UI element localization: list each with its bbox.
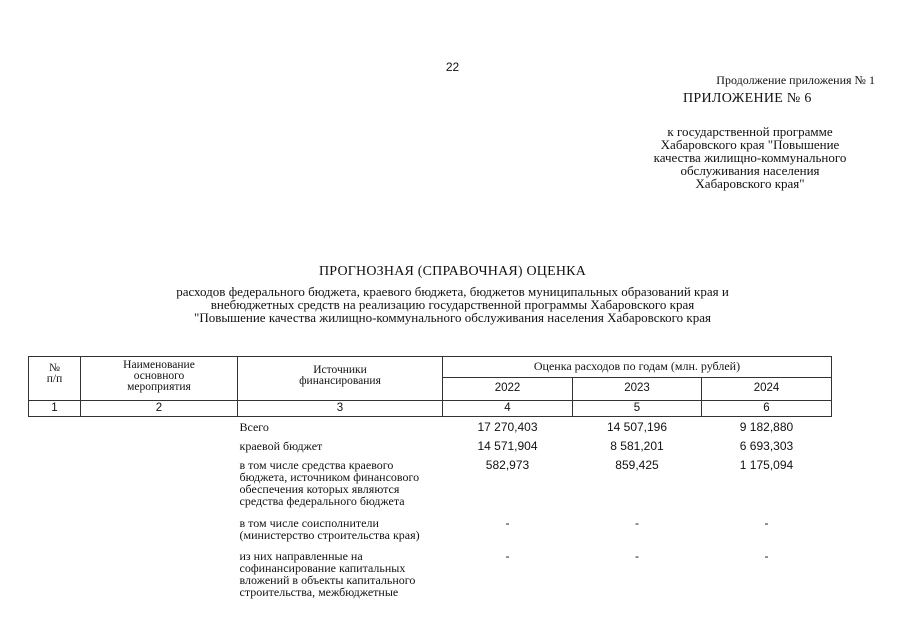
row-value-2022: 14 571,904 <box>477 438 538 453</box>
row-value-2023: 14 507,196 <box>606 420 668 434</box>
row-source-line: из них направленные на <box>239 548 363 563</box>
row-value-2023: 859,425 <box>615 457 659 472</box>
table-row <box>29 436 832 455</box>
row-source-line: бюджета, источником финансового <box>239 469 420 484</box>
document-subtitle-line: внебюджетных средств на реализацию государственной программы Хабаровского края <box>210 297 695 312</box>
row-num-cell <box>29 436 81 455</box>
program-reference-line: к государственной программе <box>667 124 833 139</box>
column-number: 6 <box>702 401 832 417</box>
row-num-cell <box>29 417 81 436</box>
table-row <box>29 546 832 604</box>
continuation-note: Продолжение приложения № 1 <box>716 73 875 87</box>
header-sources <box>238 357 443 401</box>
row-value-2023: - <box>635 548 639 563</box>
row-value-2024: 1 175,094 <box>739 457 794 472</box>
table-row <box>29 417 832 436</box>
program-reference-line: Хабаровского края" <box>695 176 805 191</box>
header-year-2022: 2022 <box>443 378 573 401</box>
header-estimate-group: Оценка расходов по годам (млн. рублей) <box>443 357 832 378</box>
header-year-2023: 2023 <box>573 378 702 401</box>
document-subtitle-line: расходов федерального бюджета, краевого бюджета, бюджетов муниципальных образований края и <box>176 284 729 299</box>
header-num-line: п/п <box>46 373 63 385</box>
document-title: ПРОГНОЗНАЯ (СПРАВОЧНАЯ) ОЦЕНКА <box>318 264 587 279</box>
row-source <box>238 417 443 436</box>
row-event-cell <box>81 455 238 513</box>
column-number: 2 <box>81 401 238 417</box>
program-reference-line: обслуживания населения <box>680 163 820 178</box>
header-event-line: основного <box>133 370 185 382</box>
row-value-2022: 17 270,403 <box>477 420 538 434</box>
row-source-line: вложений в объекты капитального <box>239 572 416 587</box>
table-row <box>29 455 832 513</box>
row-source-line: обеспечения которых являются <box>239 481 400 496</box>
row-value-2022: - <box>505 515 510 530</box>
row-source-line: в том числе соисполнители <box>239 515 379 530</box>
row-source-line: средства федерального бюджета <box>239 493 405 508</box>
header-num-line: № <box>49 362 60 374</box>
header-num <box>29 357 81 401</box>
program-reference <box>620 125 880 190</box>
row-source-line: строительства, межбюджетные <box>239 584 399 599</box>
row-value-2023: - <box>635 515 639 530</box>
row-num-cell <box>29 546 81 604</box>
header-sources-line: Источники <box>313 364 367 376</box>
row-num-cell <box>29 455 81 513</box>
column-number-row <box>29 401 832 417</box>
header-year-2024: 2024 <box>702 378 832 401</box>
row-source-line: (министерство строительства края) <box>239 527 420 542</box>
row-value-2024: - <box>764 548 769 563</box>
page-number: 22 <box>445 60 460 74</box>
document-subtitle-line: "Повышение качества жилищно-коммунального обслуживания населения Хабаровского края <box>194 310 711 325</box>
document-subtitle <box>100 285 805 324</box>
program-reference-line: Хабаровского края "Повышение <box>660 137 840 152</box>
row-event-cell <box>81 417 238 436</box>
row-source <box>238 546 443 604</box>
column-number: 3 <box>238 401 443 417</box>
column-number: 4 <box>443 401 573 417</box>
row-source <box>238 436 443 455</box>
appendix-title: ПРИЛОЖЕНИЕ № 6 <box>683 91 812 106</box>
row-event-cell <box>81 513 238 546</box>
row-value-2024: - <box>764 515 769 530</box>
row-source-line: краевой бюджет <box>239 438 323 453</box>
header-event <box>81 357 238 401</box>
row-num-cell <box>29 513 81 546</box>
header-sources-line: финансирования <box>299 375 381 387</box>
header-event-line: Наименование <box>123 359 195 371</box>
row-event-cell <box>81 546 238 604</box>
header-event-line: мероприятия <box>127 381 191 393</box>
row-source <box>238 455 443 513</box>
estimate-table <box>28 356 832 604</box>
row-value-2022: 582,973 <box>485 457 530 472</box>
column-number: 1 <box>29 401 81 417</box>
row-event-cell <box>81 436 238 455</box>
row-value-2024: 6 693,303 <box>739 438 794 453</box>
row-source-line: в том числе средства краевого <box>239 457 394 472</box>
row-source-line: Всего <box>239 420 269 434</box>
row-source-line: софинансирование капитальных <box>239 560 406 575</box>
row-value-2023: 8 581,201 <box>610 438 664 453</box>
column-number: 5 <box>573 401 702 417</box>
table-row <box>29 513 832 546</box>
program-reference-line: качества жилищно-коммунального <box>653 150 847 165</box>
row-value-2022: - <box>505 548 510 563</box>
row-value-2024: 9 182,880 <box>739 420 794 434</box>
row-source <box>238 513 443 546</box>
